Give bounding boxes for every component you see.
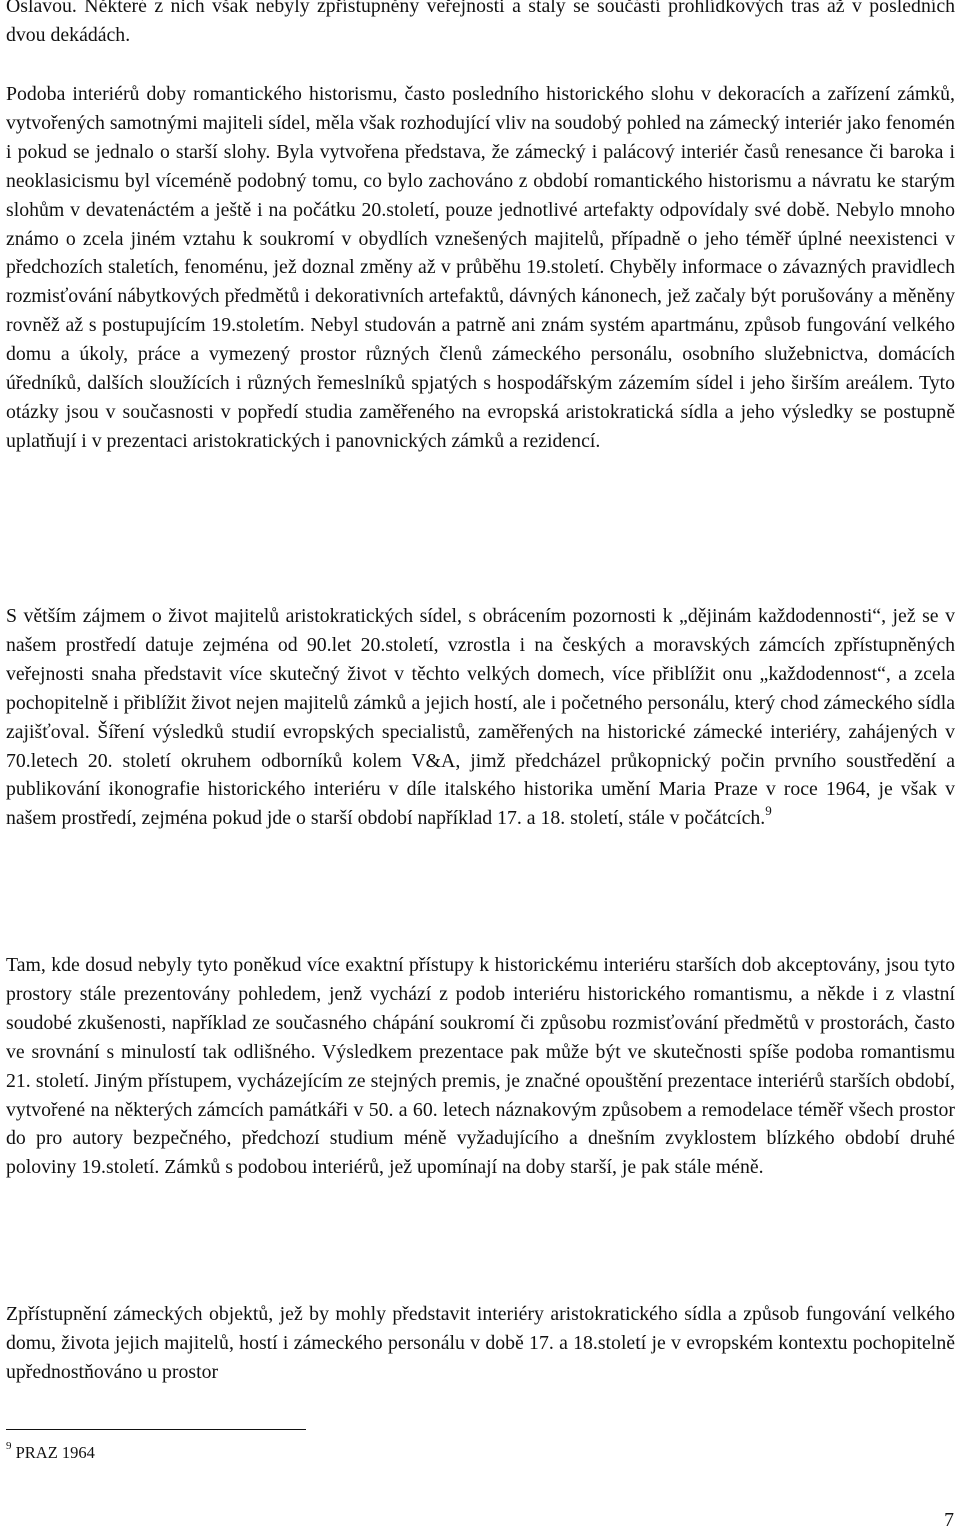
- paragraph-text: S větším zájmem o život majitelů aristokratických sídel, s obrácením pozornosti k „dějinám každodennosti“, jež se v našem prostředí datuje zejména od 90.let 20.století, vzrostla i na českých a moravských zámcích zpřístupněných veřejnosti snaha představit více skutečný život v těchto velkých domech, více přiblížit onu „každodennost“, a zcela pochopitelně i přiblížit život nejen majitelů zámků a jejich hostí, ale i početného personálu, který chod zámeckého sídla zajišťoval. Šíření výsledků studií evropských specialistů, zaměřených na historické zámecké interiéry, zahájených v 70.letech 20. století okruhem odborníků kolem V&A, jimž předcházel průkopnický počin prvního soustředění a publikování ikonografie historického interiéru v díle italského historika umění Maria Praze v roce 1964, je však v našem prostředí, zejména pokud jde o starší období například 17. a 18. století, stále v počátcích.: [6, 605, 955, 830]
- footnote-reference[interactable]: 9: [765, 802, 772, 818]
- paragraph: Oslavou. Některé z nich však nebyly zpřístupněny veřejnosti a staly se součástí prohlídkových tras až v posledních dvou dekádách.: [6, 0, 955, 46]
- paragraph: Zpřístupnění zámeckých objektů, jež by mohly představit interiéry aristokratického sídla a způsob fungování velkého domu, života jejich majitelů, hostí i zámeckého personálu v době 17. a 18.století je v evropském kontextu pochopitelně upřednostňováno u prostor: [6, 1303, 955, 1383]
- page-number: 7: [944, 1509, 954, 1531]
- paragraph: Podoba interiérů doby romantického historismu, často posledního historického slohu v dekoracích a zařízení zámků, vytvořených samotnými majiteli sídel, měla však rozhodující vliv na soudobý pohled na zámecký interiér jako fenomén i pokud se jednalo o starší slohy. Byla vytvořena představa, že zámecký i palácový interiér časů renesance či baroka i neoklasicismu byl víceméně podobný tomu, co bylo zachováno z období romantického historismu a návratu ke starým slohům v devatenáctém a ještě i na počátku 20.století, pouze jednotlivé artefakty odpovídaly své době. Nebylo mnoho známo o zcela jiném vztahu k soukromí v obydlích vznešených majitelů, případně o jeho téměř úplné neexistenci v předchozích staletích, fenoménu, jež doznal změny až v průběhu 19.století. Chyběly informace o závazných pravidlech rozmisťování nábytkových předmětů i dekorativních artefaktů, dávných kánonech, jež začaly být porušovány a měněny rovněž až s postupujícím 19.stoletím. Nebyl studován a patrně ani znám systém apartmánu, způsob fungování velkého domu a úkoly, práce a vymezený prostor různých členů zámeckého personálu, osobního služebnictva, domácích úředníků, dalších sloužících i různých řemeslníků spjatých s hospodářským zázemím sídel i jeho širším areálem. Tyto otázky jsou v současnosti v popředí studia zaměřeného na evropská aristokratická sídla a jeho výsledky se postupně uplatňují i v prezentaci aristokratických i panovnických zámků a rezidencí.: [6, 83, 955, 452]
- paragraph: Tam, kde dosud nebyly tyto poněkud více exaktní přístupy k historickému interiéru starších dob akceptovány, jsou tyto prostory stále prezentovány pohledem, jenž vychází z podob interiéru historického romantismu, a někde i z vlastní soudobé zkušenosti, například ze současného chápání soukromí či způsobu rozmisťování předmětů v prostorách, často ve srovnání s minulostí tak odlišného. Výsledkem prezentace pak může být ve skutečnosti spíše podoba romantismu 21. století. Jiným přístupem, vycházejícím ze stejných premis, je značné opouštění prezentace interiérů starších období, vytvořené na některých zámcích památkáři v 50. a 60. letech náznakovým způsobem a remodelace téměř všech prostor do pro autory bezpečného, předchozí studium méně vyžadujícího a dnešním zvyklostem blízkého období druhé poloviny 19.století. Zámků s podobou interiérů, jež upomínají na doby starší, je pak stále méně.: [6, 954, 955, 1179]
- footnote-separator: [6, 1429, 306, 1430]
- footnote-text: PRAZ 1964: [15, 1443, 95, 1462]
- paragraph: [6, 602, 955, 833]
- footnote-number: 9: [6, 1439, 12, 1452]
- footnote: [6, 1439, 95, 1464]
